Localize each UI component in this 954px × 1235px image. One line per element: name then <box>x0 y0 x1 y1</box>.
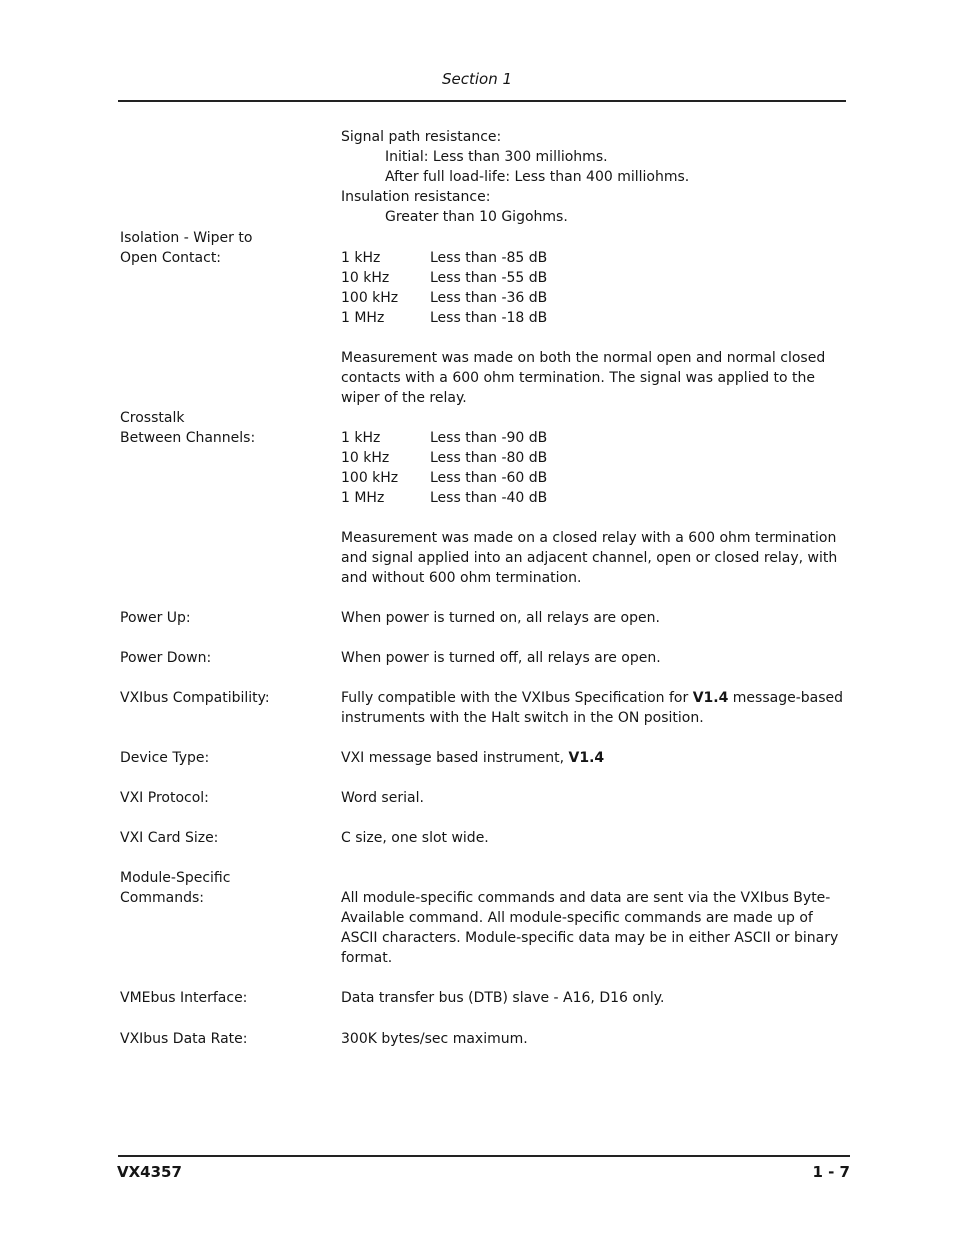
power-up-label: Power Up: <box>120 610 191 626</box>
insulation-heading: Insulation resistance: <box>341 189 491 205</box>
crosstalk-freq: 10 kHz <box>341 450 390 466</box>
signal-path-after-load: After full load-life: Less than 400 milliohms. <box>385 169 690 185</box>
crosstalk-note: Measurement was made on a closed relay with a 600 ohm termination and signal applied into an adjacent channel, open or closed relay, with and without 600 ohm termination. <box>341 530 838 586</box>
crosstalk-value: Less than -80 dB <box>430 450 548 466</box>
crosstalk-value: Less than -60 dB <box>430 470 548 486</box>
insulation-value: Greater than 10 Gigohms. <box>385 209 568 225</box>
crosstalk-label-line2: Between Channels: <box>120 430 256 446</box>
vxibus-compat-value <box>341 688 851 728</box>
vxi-card-size-value: C size, one slot wide. <box>341 830 489 846</box>
crosstalk-freq: 1 MHz <box>341 490 385 506</box>
power-up-value: When power is turned on, all relays are open. <box>341 610 660 626</box>
isolation-value: Less than -18 dB <box>430 310 548 326</box>
module-specific-value: All module-specific commands and data are sent via the VXIbus Byte-Available command. All module-specific commands are made up of ASCII characters. Module-specific data may be in either ASCII or binary format. <box>341 890 839 966</box>
crosstalk-label-line1: Crosstalk <box>120 410 185 426</box>
vxibus-version: V1.4 <box>692 690 729 706</box>
isolation-value: Less than -85 dB <box>430 250 548 266</box>
crosstalk-value: Less than -90 dB <box>430 430 548 446</box>
power-down-value: When power is turned off, all relays are open. <box>341 650 661 666</box>
signal-path-heading: Signal path resistance: <box>341 129 502 145</box>
vxi-protocol-value: Word serial. <box>341 790 424 806</box>
module-specific-label-line2: Commands: <box>120 890 204 906</box>
vmebus-interface-value: Data transfer bus (DTB) slave - A16, D16 only. <box>341 990 665 1006</box>
section-title: Section 1 <box>441 70 513 88</box>
header-rule <box>118 100 846 102</box>
footer-rule <box>118 1155 850 1157</box>
isolation-freq: 100 kHz <box>341 290 399 306</box>
vxi-protocol-label: VXI Protocol: <box>120 790 209 806</box>
isolation-value: Less than -36 dB <box>430 290 548 306</box>
module-specific-label-line1: Module-Specific <box>120 870 231 886</box>
isolation-label-line2: Open Contact: <box>120 250 222 266</box>
vxibus-compat-text-end: message-based instruments with the Halt switch in the ON position. <box>341 690 844 726</box>
crosstalk-value: Less than -40 dB <box>430 490 548 506</box>
isolation-freq: 1 MHz <box>341 310 385 326</box>
signal-path-initial: Initial: Less than 300 milliohms. <box>385 149 608 165</box>
isolation-value: Less than -55 dB <box>430 270 548 286</box>
vxibus-data-rate-label: VXIbus Data Rate: <box>120 1031 248 1047</box>
device-type-label: Device Type: <box>120 750 210 766</box>
vxibus-data-rate-value: 300K bytes/sec maximum. <box>341 1031 528 1047</box>
device-type-version: V1.4 <box>568 750 605 766</box>
device-type-text: VXI message based instrument, <box>341 750 569 766</box>
vxibus-compat-label: VXIbus Compatibility: <box>120 690 270 706</box>
device-type-value <box>341 750 604 766</box>
isolation-label-line1: Isolation - Wiper to <box>120 230 253 246</box>
isolation-freq: 10 kHz <box>341 270 390 286</box>
power-down-label: Power Down: <box>120 650 212 666</box>
vmebus-interface-label: VMEbus Interface: <box>120 990 248 1006</box>
crosstalk-freq: 1 kHz <box>341 430 381 446</box>
vxibus-compat-text: Fully compatible with the VXIbus Specification for <box>341 690 693 706</box>
document-id: VX4357 <box>117 1163 182 1181</box>
isolation-freq: 1 kHz <box>341 250 381 266</box>
page-number: 1 - 7 <box>812 1163 850 1181</box>
crosstalk-freq: 100 kHz <box>341 470 399 486</box>
vxi-card-size-label: VXI Card Size: <box>120 830 219 846</box>
isolation-note: Measurement was made on both the normal open and normal closed contacts with a 600 ohm termination. The signal was applied to the wiper of the relay. <box>341 350 826 406</box>
